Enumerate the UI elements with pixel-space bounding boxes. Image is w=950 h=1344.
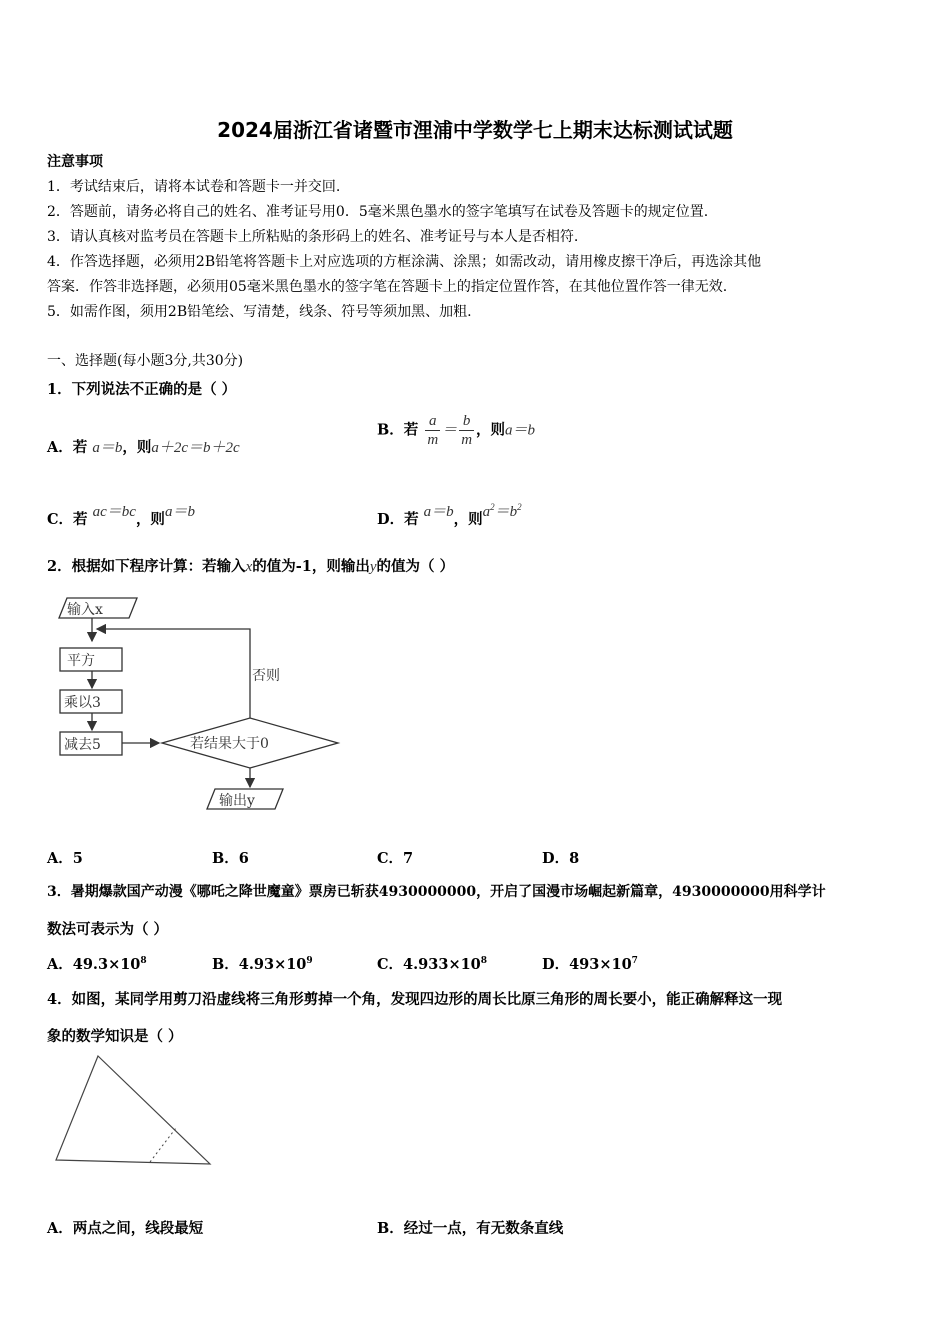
flow-decision-label: 若结果大于0 [190, 736, 269, 752]
flow-else-label: 否则 [252, 668, 280, 684]
q1-a-cond: a＝b [92, 440, 123, 456]
q1-option-c [47, 500, 195, 528]
cut-dashed-line [150, 1128, 176, 1162]
triangle-outline [56, 1056, 210, 1164]
q1-a-label: A．若 [47, 439, 88, 456]
q1-c-label: C．若 [47, 511, 88, 528]
q1-d-label: D．若 [377, 511, 419, 528]
notice-heading: 注意事项 [47, 154, 103, 170]
notice-item-2: 2．答题前，请务必将自己的姓名、准考证号用0．5毫米黑色墨水的签字笔填写在试卷及答题卡的规定位置. [47, 204, 709, 220]
q1-d-result: $a^2=b^2$ [482, 502, 522, 520]
section-heading: 一、选择题(每小题3分,共30分) [47, 353, 244, 369]
q1-option-a [47, 436, 240, 457]
triangle-figure [50, 1050, 220, 1172]
q4-option-a: A．两点之间，线段最短 [47, 1220, 204, 1237]
notice-item-4-cont: 答案．作答非选择题，必须用05毫米黑色墨水的签字笔在答题卡上的指定位置作答，在其他位置作答一律无效. [47, 279, 728, 295]
question-4-line-1: 4．如图，某同学用剪刀沿虚线将三角形剪掉一个角，发现四边形的周长比原三角形的周长要小，能正确解释这一现 [47, 991, 783, 1008]
q1-a-then: ，则 [122, 439, 152, 456]
q1-c-cond: ac＝bc [92, 504, 136, 520]
q3-option-b: B．$4.93\times 10^9$ [212, 956, 313, 973]
question-4-line-2: 象的数学知识是（ ） [47, 1028, 183, 1045]
flow-output-label: 输出y [219, 793, 255, 809]
flowchart [45, 590, 345, 815]
q3-option-a: A．$49.3\times 10^8$ [47, 956, 147, 973]
q1-b-equals: ＝ [442, 422, 458, 439]
q4-option-b: B．经过一点，有无数条直线 [377, 1220, 564, 1237]
question-2-stem: 2．根据如下程序计算：若输入x的值为-1，则输出y的值为（ ） [47, 558, 455, 575]
q1-b-fraction-right: $\frac{b}{m}$ [461, 413, 473, 448]
question-3-line-1: 3．暑期爆款国产动漫《哪吒之降世魔童》票房已斩获4930000000，开启了国漫市场崛起新篇章，4930000000用科学计 [47, 884, 826, 900]
flow-loop-line [97, 629, 250, 718]
flow-multiply-label: 乘以3 [64, 695, 101, 711]
notice-item-1: 1．考试结束后，请将本试卷和答题卡一并交回. [47, 179, 341, 195]
flow-square-label: 平方 [67, 653, 95, 669]
q1-b-fraction-left: $\frac{a}{m}$ [427, 413, 439, 448]
q2-option-b: B．6 [212, 850, 249, 867]
q3-option-c: C．$4.933\times 10^8$ [377, 956, 488, 973]
flow-subtract-label: 减去5 [64, 737, 101, 753]
q2-option-a: A．5 [47, 850, 83, 867]
q1-option-b [377, 412, 535, 449]
q1-c-result: a＝b [164, 504, 195, 520]
q1-a-result: a＋2c＝b＋2c [151, 440, 240, 456]
q2-option-c: C．7 [377, 850, 414, 867]
q2-option-d: D．8 [542, 850, 580, 867]
q1-d-then: ，则 [453, 511, 483, 528]
q1-c-then: ，则 [135, 511, 165, 528]
q3-option-d: D．$493\times 10^7$ [542, 956, 638, 973]
notice-item-3: 3．请认真核对监考员在答题卡上所粘贴的条形码上的姓名、准考证号与本人是否相符. [47, 229, 579, 245]
flow-input-label: 输入x [67, 602, 103, 618]
q1-d-cond: a＝b [423, 504, 454, 520]
q1-option-d [377, 500, 522, 528]
question-3-line-2: 数法可表示为（ ） [47, 921, 169, 938]
q1-b-label: B．若 [377, 421, 419, 439]
q1-b-then: ，则 [476, 421, 506, 439]
question-1-stem: 1．下列说法不正确的是（ ） [47, 381, 237, 398]
page-title: 2024届浙江省诸暨市浬浦中学数学七上期末达标测试试题 [217, 118, 733, 142]
q1-b-result: a＝b [505, 422, 536, 439]
notice-item-4: 4．作答选择题，必须用2B铅笔将答题卡上对应选项的方框涂满、涂黑；如需改动，请用橡皮擦干净后，再选涂其他 [47, 254, 762, 270]
notice-item-5: 5．如需作图，须用2B铅笔绘、写清楚，线条、符号等须加黑、加粗. [47, 304, 472, 320]
